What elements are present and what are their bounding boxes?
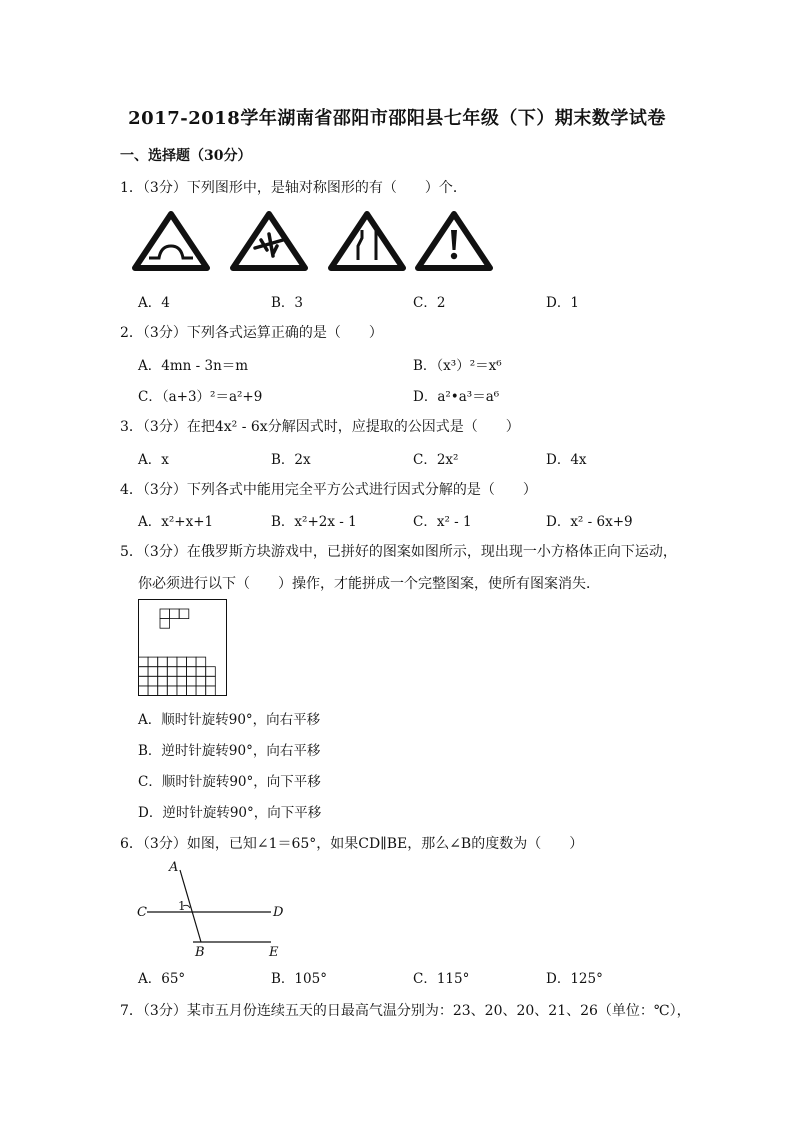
- point-b-label: B: [195, 945, 205, 960]
- tetris-cell: [196, 686, 206, 696]
- tetris-cell: [187, 676, 197, 686]
- question-7: 7．（3分）某市五月份连续五天的日最高气温分别为：23、20、20、21、26（单位：℃），: [120, 1003, 691, 1019]
- tetris-cell: [139, 657, 149, 667]
- q1-option-d: D．1: [546, 295, 579, 311]
- q6-option-c: C．115°: [413, 971, 470, 987]
- point-c-label: C: [137, 905, 147, 920]
- question-5-line-2: 你必须进行以下（ ）操作，才能拼成一个完整图案，使所有图案消失．: [138, 576, 600, 592]
- tetris-cell: [160, 609, 170, 619]
- question-1: 1．（3分）下列图形中，是轴对称图形的有（ ）个．: [120, 180, 467, 196]
- q3-option-b: B．2x: [271, 452, 311, 468]
- q1-option-c: C．2: [413, 295, 446, 311]
- q4-option-b: B．x²+2x - 1: [271, 514, 357, 530]
- warning-sign-icon: [418, 214, 490, 268]
- angle-1-label: 1: [178, 899, 186, 913]
- tetris-cell: [196, 676, 206, 686]
- q5-option-c: C．顺时针旋转90°，向下平移: [138, 774, 321, 790]
- question-2: 2．（3分）下列各式运算正确的是（ ）: [120, 325, 383, 341]
- q2-option-b: B．（x³）²＝x⁶: [413, 358, 502, 374]
- q3-option-c: C．2x²: [413, 452, 459, 468]
- tetris-cell: [148, 657, 158, 667]
- tetris-cell: [167, 667, 177, 677]
- tetris-cell: [179, 609, 189, 619]
- tetris-cell: [160, 619, 170, 629]
- tetris-cell: [158, 676, 168, 686]
- q1-option-b: B．3: [271, 295, 304, 311]
- tetris-cell: [158, 686, 168, 696]
- q2-option-c: C．（a+3）²＝a²+9: [138, 389, 263, 405]
- q6-option-b: B．105°: [271, 971, 327, 987]
- question-6: 6．（3分）如图，已知∠1＝65°，如果CD∥BE，那么∠B的度数为（ ）: [120, 836, 584, 852]
- q5-option-b: B．逆时针旋转90°，向右平移: [138, 743, 321, 759]
- q3-option-a: A．x: [138, 452, 169, 468]
- tetris-cell: [167, 657, 177, 667]
- section-heading: 一、选择题（30分）: [120, 148, 252, 164]
- q6-option-a: A．65°: [138, 971, 186, 987]
- q4-option-d: D．x² - 6x+9: [546, 514, 633, 530]
- tetris-cell: [148, 676, 158, 686]
- tetris-cell: [139, 676, 149, 686]
- tetris-cell: [206, 686, 216, 696]
- airplane-sign-icon: [233, 214, 305, 268]
- tetris-cell: [167, 676, 177, 686]
- tetris-cell: [170, 609, 180, 619]
- tetris-cell: [196, 667, 206, 677]
- tetris-cell: [139, 686, 149, 696]
- tetris-cell: [158, 667, 168, 677]
- question-4: 4．（3分）下列各式中能用完全平方公式进行因式分解的是（ ）: [120, 482, 537, 498]
- q5-option-a: A．顺时针旋转90°，向右平移: [138, 712, 321, 728]
- tetris-cell: [158, 657, 168, 667]
- q6-option-d: D．125°: [546, 971, 603, 987]
- question-3: 3．（3分）在把4x² - 6x分解因式时，应提取的公因式是（ ）: [120, 419, 520, 435]
- tetris-cell: [206, 676, 216, 686]
- tetris-cell: [187, 686, 197, 696]
- exam-title: 2017-2018学年湖南省邵阳市邵阳县七年级（下）期末数学试卷: [128, 108, 666, 129]
- tetris-cell: [177, 686, 187, 696]
- traffic-signs-figure: [135, 210, 485, 272]
- tetris-cell: [148, 686, 158, 696]
- tetris-cell: [187, 657, 197, 667]
- point-d-label: D: [273, 905, 284, 920]
- tetris-cell: [167, 686, 177, 696]
- tetris-cell: [196, 657, 206, 667]
- question-5: 5．（3分）在俄罗斯方块游戏中，已拼好的图案如图所示，现出现一小方格体正向下运动，: [120, 544, 677, 560]
- parallel-lines-figure: [135, 858, 295, 958]
- tetris-cell: [187, 667, 197, 677]
- q1-option-a: A．4: [138, 295, 170, 311]
- point-e-label: E: [269, 945, 279, 960]
- tetris-cell: [177, 657, 187, 667]
- q4-option-a: A．x²+x+1: [138, 514, 214, 530]
- q2-option-d: D．a²•a³＝a⁶: [413, 389, 500, 405]
- tetris-cell: [177, 667, 187, 677]
- point-a-label: A: [169, 860, 179, 875]
- tetris-cell: [206, 667, 216, 677]
- q2-option-a: A．4mn - 3n＝m: [138, 358, 249, 374]
- q3-option-d: D．4x: [546, 452, 587, 468]
- q5-option-d: D．逆时针旋转90°，向下平移: [138, 805, 322, 821]
- narrow-road-sign-icon: [331, 214, 403, 268]
- q4-option-c: C．x² - 1: [413, 514, 472, 530]
- tetris-cell: [139, 667, 149, 677]
- tetris-cell: [148, 667, 158, 677]
- tetris-cell: [177, 676, 187, 686]
- hump-sign-icon: [135, 214, 207, 268]
- tetris-figure: [138, 599, 228, 697]
